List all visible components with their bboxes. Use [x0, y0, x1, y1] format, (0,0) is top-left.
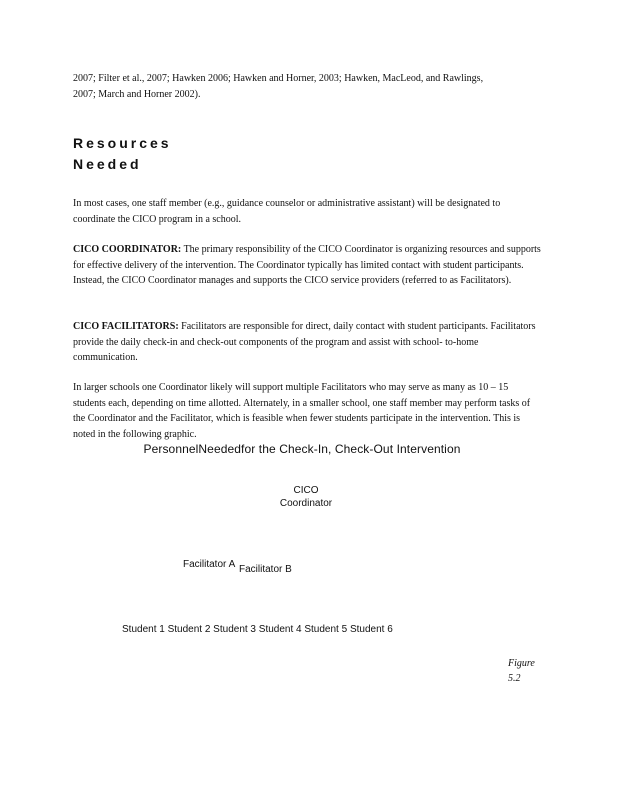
figure-label-line-1: Figure: [508, 658, 535, 669]
coordinator-node-line-2: Coordinator: [279, 498, 333, 509]
facilitators-text: Facilitators are responsible for direct, daily contact with student participants. Facilitators provide the daily check-in and check-out components of the program and assist with school- to-home communication.: [73, 321, 536, 363]
larger-schools-paragraph: In larger schools one Coordinator likely will support multiple Facilitators who may serve as many as 10 – 15 students each, depending on time allotted. Alternately, in a smaller school, one staff member may perform tasks of the Coordinator and the Facilitator, which is feasible when fewer students participate in the intervention. This is noted in the following graphic.: [73, 382, 531, 440]
intro-paragraph: In most cases, one staff member (e.g., guidance counselor or administrative assistant) will be designated to coordinate the CICO program in a school.: [73, 198, 501, 225]
figure-label-line-2: 5.2: [508, 673, 521, 684]
citation-line-2: 2007; March and Horner 2002).: [73, 88, 201, 100]
figure-label: [508, 656, 538, 686]
facilitator-a-node: Facilitator A: [183, 559, 236, 570]
coordinator-text: The primary responsibility of the CICO Coordinator is organizing resources and supports for effective delivery of the intervention. The Coordinator typically has limited contact with student participants. Instead, the CICO Coordinator manages and supports the CICO service providers (referred to as Facilitators).: [73, 244, 541, 286]
citation-paragraph: [73, 71, 543, 102]
facilitators-label: CICO FACILITATORS:: [73, 321, 179, 332]
students-row: Student 1 Student 2 Student 3 Student 4 Student 5 Student 6: [122, 624, 393, 635]
section-heading-line-1: Resources: [73, 135, 172, 151]
facilitator-b-node: Facilitator B: [239, 564, 292, 575]
coordinator-node-line-1: CICO: [293, 485, 319, 496]
coordinator-label: CICO COORDINATOR:: [73, 244, 182, 255]
coordinator-node: [256, 484, 356, 510]
diagram-title: PersonnelNeededfor the Check-In, Check-Out Intervention: [143, 442, 461, 456]
facilitators-paragraph: [73, 319, 543, 366]
coordinator-paragraph: [73, 242, 543, 289]
section-heading: [73, 133, 172, 175]
citation-line-1: 2007; Filter et al., 2007; Hawken 2006; Hawken and Horner, 2003; Hawken, MacLeod, and Rawlings,: [73, 73, 484, 84]
section-heading-line-2: Needed: [73, 156, 142, 172]
